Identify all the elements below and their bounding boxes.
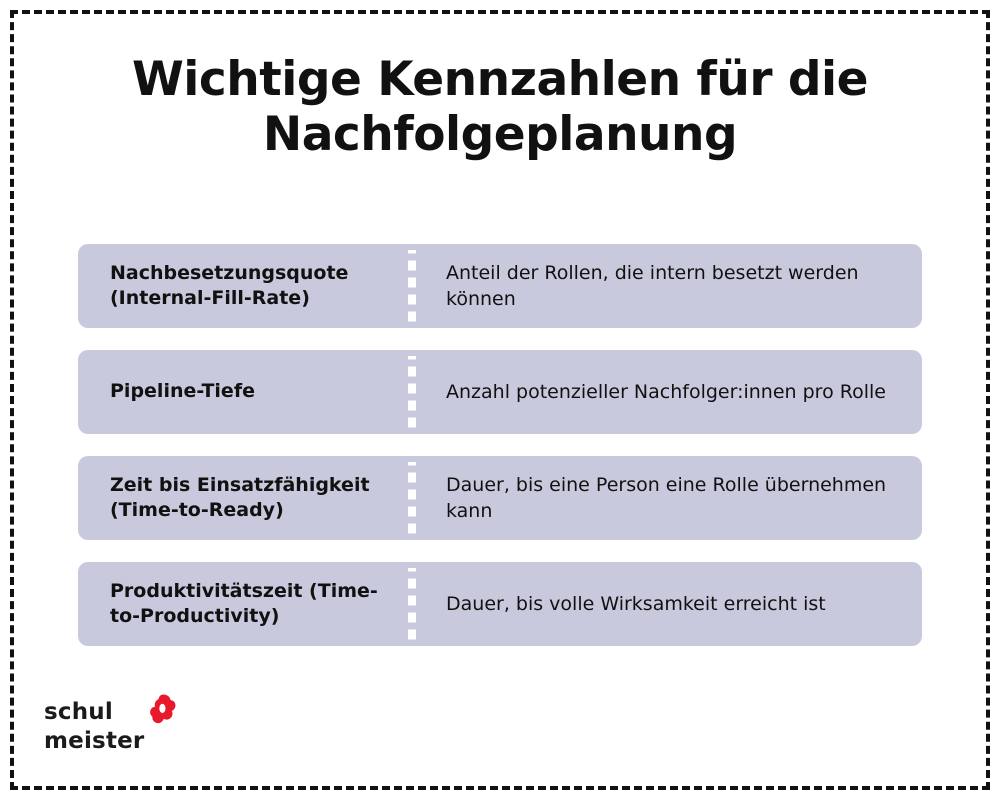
metric-definition: Dauer, bis volle Wirksamkeit erreicht ist: [446, 592, 826, 615]
metric-definition: Anteil der Rollen, die intern besetzt werden können: [446, 261, 859, 310]
dotted-divider-icon: [408, 462, 416, 534]
logo-flower-icon: [150, 694, 176, 724]
metric-term: Nachbesetzungsquote (Internal-Fill-Rate): [110, 261, 349, 309]
dotted-divider-icon: [408, 356, 416, 428]
metric-definition: Anzahl potenzieller Nachfolger:innen pro Rolle: [446, 380, 886, 403]
list-item: [78, 456, 922, 540]
list-item: [78, 562, 922, 646]
logo-line-1: schul: [44, 699, 113, 725]
logo-line-2: meister: [44, 727, 145, 754]
metric-term: Produktivitätszeit (Time-to-Productivity): [110, 579, 378, 627]
metrics-list: [78, 244, 922, 668]
page-title: Wichtige Kennzahlen für die Nachfolgeplanung: [131, 52, 869, 163]
dotted-divider-icon: [408, 250, 416, 322]
metric-term: Zeit bis Einsatzfähigkeit (Time-to-Ready): [110, 473, 370, 521]
metric-definition: Dauer, bis eine Person eine Rolle übernehmen kann: [446, 473, 887, 522]
brand-logo: [44, 692, 234, 758]
list-item: [78, 244, 922, 328]
dotted-divider-icon: [408, 568, 416, 640]
metric-term: Pipeline-Tiefe: [110, 380, 255, 403]
logo-wordmark: [44, 698, 144, 756]
list-item: [78, 350, 922, 434]
